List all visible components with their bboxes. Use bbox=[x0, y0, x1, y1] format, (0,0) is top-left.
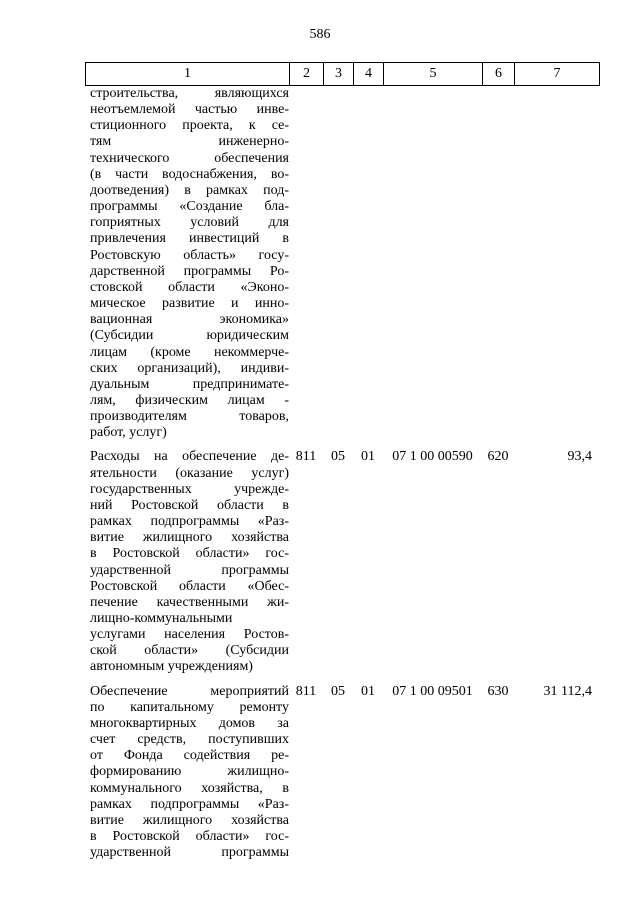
page-number: 586 bbox=[309, 27, 331, 42]
description-line: тям инженерно- bbox=[90, 134, 289, 150]
row-gap bbox=[85, 441, 600, 449]
table-header-cell: 2 bbox=[289, 62, 323, 86]
description-line: от Фонда содействия ре- bbox=[90, 748, 289, 764]
description-line: автономным учреждениям) bbox=[90, 659, 253, 675]
description-line: по капитальному ремонту bbox=[90, 699, 289, 715]
description-line: работ, услуг) bbox=[90, 425, 167, 441]
expense-type-cell bbox=[482, 86, 514, 441]
description-line: производителям товаров, bbox=[90, 409, 289, 425]
description-line: услугами населения Ростов- bbox=[90, 627, 289, 643]
description-line: стиционного проекта, к се- bbox=[90, 118, 289, 134]
description-line: Ростовскую область» госу- bbox=[90, 247, 289, 263]
table-header-cell: 3 bbox=[323, 62, 353, 86]
description-line: ских организаций), индиви- bbox=[90, 360, 289, 376]
row-gap bbox=[85, 676, 600, 684]
description-line: лям, физическим лицам - bbox=[90, 392, 289, 408]
description-line: в Ростовской области» гос- bbox=[90, 829, 289, 845]
description-line: ний Ростовской области в bbox=[90, 497, 289, 513]
target-article-cell: 07 1 00 09501 bbox=[392, 683, 473, 699]
description-line: рамках подпрограммы «Раз- bbox=[90, 514, 289, 530]
description-line: витие жилищного хозяйства bbox=[90, 530, 289, 546]
table-row bbox=[85, 449, 600, 675]
description-line: строительства, являющихся bbox=[90, 86, 289, 101]
ministry-code-cell bbox=[289, 86, 323, 441]
description-line: Расходы на обеспечение де- bbox=[90, 449, 289, 465]
ministry-code-cell: 811 bbox=[295, 449, 317, 465]
subsection-cell: 01 bbox=[361, 683, 375, 699]
table-header-cell: 6 bbox=[482, 62, 514, 86]
description-line: лицам (кроме некоммерче- bbox=[90, 344, 289, 360]
amount-cell: 31 112,4 bbox=[543, 683, 592, 699]
description-line: (Субсидии юридическим bbox=[90, 328, 289, 344]
description-line: доотведения) в рамках под- bbox=[90, 182, 289, 198]
description-line: гоприятных условий для bbox=[90, 215, 289, 231]
table-header-cell: 7 bbox=[514, 62, 600, 86]
description-line: (в части водоснабжения, во- bbox=[90, 166, 289, 182]
description-line: формированию жилищно- bbox=[90, 764, 289, 780]
description-line: государственных учрежде- bbox=[90, 481, 289, 497]
amount-cell: 93,4 bbox=[567, 449, 592, 465]
description-line: коммунального хозяйства, в bbox=[90, 780, 289, 796]
description-line: дарственной программы Ро- bbox=[90, 263, 289, 279]
description-line: мическое развитие и инно- bbox=[90, 296, 289, 312]
table-header-cell: 4 bbox=[353, 62, 383, 86]
amount-cell bbox=[514, 86, 600, 441]
description-line: лищно-коммунальными bbox=[90, 611, 233, 626]
description-line: ской области» (Субсидии bbox=[90, 643, 289, 659]
section-cell: 05 bbox=[331, 449, 345, 465]
subsection-cell: 01 bbox=[361, 449, 375, 465]
table-row bbox=[85, 86, 600, 441]
description-line: Ростовской области «Обес- bbox=[90, 578, 289, 594]
description-line: многоквартирных домов за bbox=[90, 715, 289, 731]
description-line: программы «Создание бла- bbox=[90, 199, 289, 215]
description-cell bbox=[85, 86, 289, 441]
description-line: дуальным предпринимате- bbox=[90, 376, 289, 392]
description-line: Обеспечение мероприятий bbox=[90, 683, 289, 699]
description-line: ударственной программы bbox=[90, 845, 289, 861]
description-line: витие жилищного хозяйства bbox=[90, 812, 289, 828]
description-line: счет средств, поступивших bbox=[90, 732, 289, 748]
target-article-cell: 07 1 00 00590 bbox=[392, 449, 473, 465]
description-line: неотъемлемой частью инве- bbox=[90, 102, 289, 118]
description-cell bbox=[85, 684, 289, 862]
table-body bbox=[85, 86, 600, 861]
description-line: рамках подпрограммы «Раз- bbox=[90, 796, 289, 812]
description-line: в Ростовской области» гос- bbox=[90, 546, 289, 562]
description-line: стовской области «Эконо- bbox=[90, 279, 289, 295]
description-cell bbox=[85, 449, 289, 675]
section-cell bbox=[323, 86, 353, 441]
description-line: привлечения инвестиций в bbox=[90, 231, 289, 247]
table-header-cell: 5 bbox=[383, 62, 482, 86]
ministry-code-cell: 811 bbox=[295, 683, 317, 699]
table-header-cell: 1 bbox=[85, 62, 289, 86]
table-row bbox=[85, 684, 600, 862]
description-line: ударственной программы bbox=[90, 562, 289, 578]
description-line: печение качественными жи- bbox=[90, 594, 289, 610]
subsection-cell bbox=[353, 86, 383, 441]
description-line: ятельности (оказание услуг) bbox=[90, 465, 289, 481]
description-line: вационная экономика» bbox=[90, 312, 289, 328]
expense-type-cell: 620 bbox=[487, 449, 509, 465]
description-line: технического обеспечения bbox=[90, 150, 289, 166]
expense-type-cell: 630 bbox=[487, 683, 509, 699]
section-cell: 05 bbox=[331, 683, 345, 699]
target-article-cell bbox=[383, 86, 482, 441]
table-header-row bbox=[85, 62, 600, 86]
